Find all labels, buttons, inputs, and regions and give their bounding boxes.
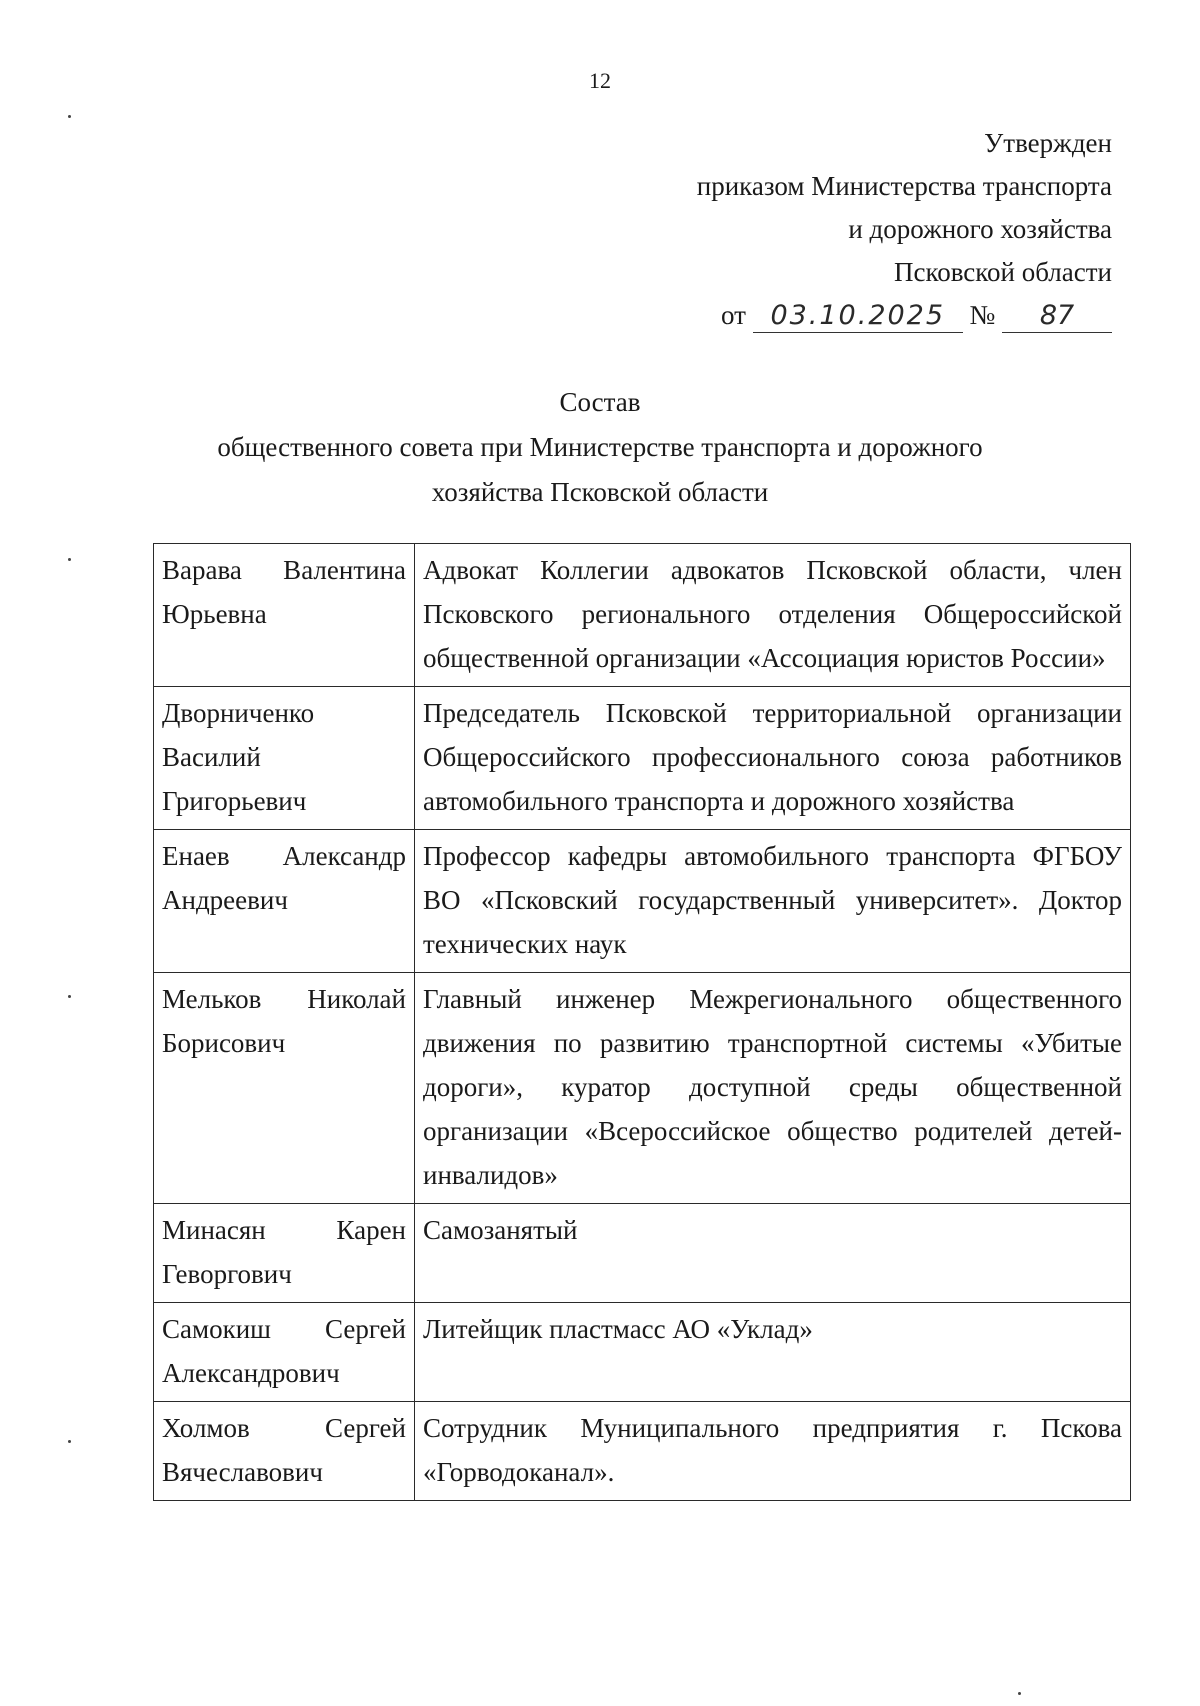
member-role: Сотрудник Муниципального предприятия г. Пскова «Горводоканал». xyxy=(415,1402,1131,1501)
approval-line-2: приказом Министерства транспорта xyxy=(696,171,1112,201)
scan-speck xyxy=(1018,1692,1021,1695)
from-label: от xyxy=(721,300,746,330)
member-name: Минасян Карен Геворгович xyxy=(154,1204,415,1303)
member-name: Дворниченко Василий Григорьевич xyxy=(154,687,415,830)
approval-line-1: Утвержден xyxy=(984,128,1112,158)
member-role: Председатель Псковской территориальной организации Общероссийского профессионального союза работников автомобильного транспорта и дорожного хозяйства xyxy=(415,687,1131,830)
approval-block xyxy=(697,122,1112,337)
approval-line-4: Псковской области xyxy=(893,257,1112,287)
page-number: 12 xyxy=(589,68,611,93)
member-name: Самокиш Сергей Александрович xyxy=(154,1303,415,1402)
table-row xyxy=(154,1402,1131,1501)
number-label: № xyxy=(969,300,996,330)
scan-speck xyxy=(68,995,71,998)
table-row xyxy=(154,830,1131,973)
member-name: Холмов Сергей Вячеславович xyxy=(154,1402,415,1501)
handwritten-date: 03.10.2025 xyxy=(753,300,963,333)
member-role: Самозанятый xyxy=(415,1204,1131,1303)
members-table xyxy=(153,543,1131,1501)
title-line-2: хозяйства Псковской области xyxy=(431,477,769,507)
member-role: Адвокат Коллегии адвокатов Псковской области, член Псковского регионального отделения Общероссийской общественной организации «Ассоциация юристов России» xyxy=(415,544,1131,687)
scan-speck xyxy=(68,1440,71,1443)
member-role: Главный инженер Межрегионального общественного движения по развитию транспортной системы «Убитые дороги», куратор доступной среды общественной организации «Всероссийское общество родителей детей-инвалидов» xyxy=(415,973,1131,1204)
scan-speck xyxy=(68,115,71,118)
title-heading: Состав xyxy=(559,387,641,417)
scan-speck xyxy=(68,558,71,561)
member-role: Профессор кафедры автомобильного транспорта ФГБОУ ВО «Псковский государственный университет». Доктор технических наук xyxy=(415,830,1131,973)
table-row xyxy=(154,1303,1131,1402)
member-name: Варава Валентина Юрьевна xyxy=(154,544,415,687)
table-row xyxy=(154,544,1131,687)
approval-date-line xyxy=(721,294,1112,337)
member-name: Енаев Александр Андреевич xyxy=(154,830,415,973)
table-row xyxy=(154,1204,1131,1303)
table-row xyxy=(154,973,1131,1204)
table-row xyxy=(154,687,1131,830)
title-line-1: общественного совета при Министерстве транспорта и дорожного xyxy=(217,432,983,462)
document-title xyxy=(0,380,1200,515)
approval-line-3: и дорожного хозяйства xyxy=(848,214,1112,244)
handwritten-number: 87 xyxy=(1002,300,1112,333)
member-name: Мельков Николай Борисович xyxy=(154,973,415,1204)
member-role: Литейщик пластмасс АО «Уклад» xyxy=(415,1303,1131,1402)
